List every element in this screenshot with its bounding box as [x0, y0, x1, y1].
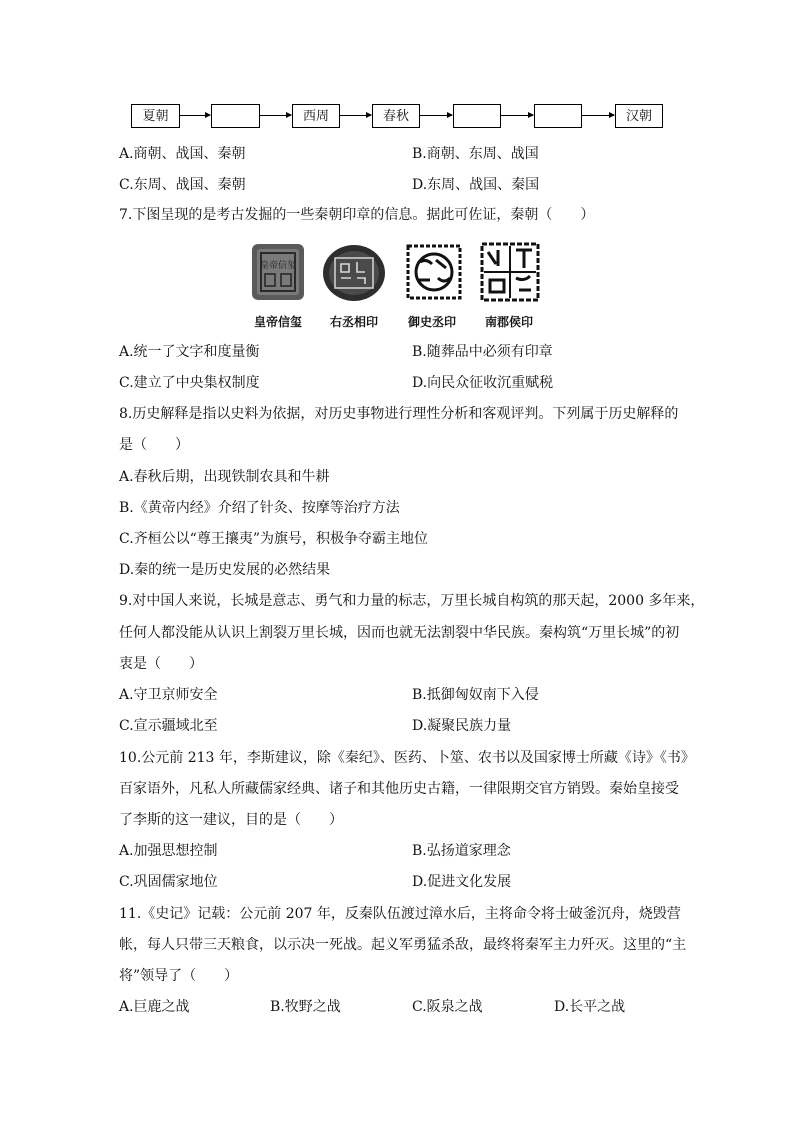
timeline-box-blank-2	[453, 104, 501, 128]
q7-option-c: C.建立了中央集权制度	[119, 375, 260, 391]
q7-option-b: B.随葬品中必须有印章	[412, 344, 553, 360]
q11-option-d: D.长平之战	[554, 999, 626, 1015]
q8-stem-line-2: 是（ ）	[119, 437, 189, 453]
q10-stem-line-2: 百家语外，凡私人所藏儒家经典、诸子和其他历史古籍，一律限期交官方销毁。秦始皇接受	[119, 781, 679, 797]
q9-stem-line-3: 衷是（ ）	[119, 656, 203, 672]
q10-stem-line-1: 10.公元前 213 年，李斯建议，除《秦纪》、医药、卜筮、农书以及国家博士所藏《诗》《书》	[119, 750, 695, 766]
timeline-box-han: 汉朝	[615, 104, 663, 128]
q7-option-a: A.统一了文字和度量衡	[119, 344, 260, 360]
timeline-arrow	[180, 115, 210, 116]
q10-option-a: A.加强思想控制	[119, 843, 218, 859]
q9-stem-line-1: 9.对中国人来说，长城是意志、勇气和力量的标志，万里长城自构筑的那天起，2000 多年来，	[119, 593, 705, 609]
seal-image-huangdi	[250, 240, 306, 304]
seal-image-yushi	[404, 240, 464, 304]
q11-option-c: C.阪泉之战	[412, 999, 483, 1015]
seal-caption-yushi: 御史丞印	[408, 315, 457, 329]
q10-option-b: B.弘扬道家理念	[412, 843, 511, 859]
q11-option-b: B.牧野之战	[270, 999, 341, 1015]
timeline-box-chunqiu: 春秋	[372, 104, 420, 128]
q6-option-d: D.东周、战国、秦国	[412, 177, 540, 193]
q9-stem-line-2: 任何人都没能从认识上割裂万里长城，因而也就无法割裂中华民族。秦构筑“万里长城”的初	[119, 625, 680, 641]
seal-caption-nanjun: 南郡侯印	[485, 315, 534, 329]
timeline-box-blank-3	[534, 104, 582, 128]
timeline-arrow	[501, 115, 533, 116]
timeline-arrow	[582, 115, 614, 116]
timeline-arrow	[260, 115, 291, 116]
timeline-arrow	[420, 115, 452, 116]
timeline-box-blank-1	[211, 104, 260, 128]
q11-stem-line-1: 11.《史记》记载：公元前 207 年，反秦队伍渡过漳水后，主将命令将士破釜沉舟，烧毁营	[119, 906, 681, 922]
q9-option-a: A.守卫京师安全	[119, 687, 218, 703]
seal-caption-youchengxiang: 右丞相印	[330, 315, 379, 329]
q8-option-a: A.春秋后期，出现铁制农具和牛耕	[119, 469, 330, 485]
q11-stem-line-2: 帐，每人只带三天粮食，以示决一死战。起义军勇猛杀敌，最终将秦军主力歼灭。这里的“主	[119, 937, 687, 953]
q7-option-d: D.向民众征收沉重赋税	[412, 375, 554, 391]
q10-stem-line-3: 了李斯的这一建议，目的是（ ）	[119, 812, 343, 828]
timeline-arrow	[340, 115, 371, 116]
q8-option-b: B.《黄帝内经》介绍了针灸、按摩等治疗方法	[119, 500, 400, 516]
q7-stem: 7.下图呈现的是考古发掘的一些秦朝印章的信息。据此可佐证，秦朝（ ）	[119, 207, 595, 223]
q6-option-c: C.东周、战国、秦朝	[119, 177, 246, 193]
q8-stem-line-1: 8.历史解释是指以史料为依据，对历史事物进行理性分析和客观评判。下列属于历史解释的	[119, 406, 679, 422]
seal-glyph-text: 皇帝信玺	[259, 261, 297, 271]
seal-image-youchengxiang	[321, 240, 387, 304]
q9-option-b: B.抵御匈奴南下入侵	[412, 687, 539, 703]
q9-option-d: D.凝聚民族力量	[412, 718, 512, 734]
q8-option-d: D.秦的统一是历史发展的必然结果	[119, 562, 331, 578]
q10-option-d: D.促进文化发展	[412, 874, 512, 890]
q10-option-c: C.巩固儒家地位	[119, 874, 218, 890]
seal-image-nanjun	[479, 240, 541, 304]
timeline-box-xia: 夏朝	[131, 104, 180, 128]
q9-option-c: C.宣示疆域北至	[119, 718, 218, 734]
q6-option-a: A.商朝、战国、秦朝	[119, 146, 246, 162]
q6-option-b: B.商朝、东周、战国	[412, 146, 539, 162]
q8-option-c: C.齐桓公以“尊王攘夷”为旗号，积极争夺霸主地位	[119, 531, 428, 547]
q11-stem-line-3: 将”领导了（ ）	[119, 968, 239, 984]
timeline-box-xizhou: 西周	[292, 104, 340, 128]
q11-option-a: A.巨鹿之战	[119, 999, 190, 1015]
seal-caption-huangdi: 皇帝信玺	[254, 315, 303, 329]
